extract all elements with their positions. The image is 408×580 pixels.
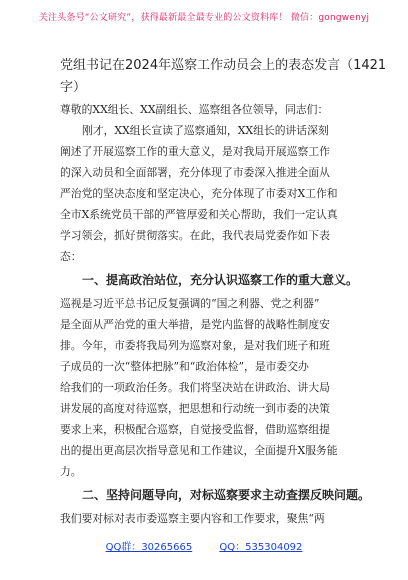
text-line: 我们要对标对表市委巡察主要内容和工作要求，聚焦“两 [60, 512, 325, 525]
text-line: 全市X系统党员干部的严管厚爱和关心帮助，我们一定认真 [60, 208, 338, 221]
document-body [60, 55, 387, 529]
qq-group-link[interactable]: QQ群：30265665 [105, 542, 193, 553]
section-heading-1: 一、提高政治站位，充分认识巡察工作的重大意义。 [82, 273, 359, 287]
text-line: 态： [60, 250, 82, 263]
text-line: 排。今年，市委将我局列为巡察对象，是对我们班子和班 [60, 339, 330, 352]
salutation: 尊敬的XX组长、XX副组长、巡察组各位领导，同志们： [60, 103, 329, 116]
text-line: 是全面从严治党的重大举措，是党内监督的战略性制度安 [60, 318, 330, 331]
text-line: 出的提出更高层次指导意见和工作建议，全面提升X服务能 [60, 444, 338, 457]
text-line: 刚才，XX组长宣读了巡察通知，XX组长的讲话深刻 [82, 124, 329, 137]
text-line: 子成员的一次“整体把脉”和“政治体检”，是市委交办 [60, 360, 309, 373]
qq-contact-link[interactable]: QQ：535304092 [219, 542, 303, 553]
text-line: 学习领会，抓好贯彻落实。在此，我代表局党委作如下表 [60, 229, 330, 242]
title-line: 字） [60, 80, 87, 95]
document-title [60, 55, 387, 99]
section-1-paragraph [60, 293, 350, 482]
section-2-paragraph [60, 508, 350, 529]
footer-contacts [0, 538, 408, 553]
text-line: 给我们的一项政治任务。我们将坚决站在讲政治、讲大局 [60, 381, 330, 394]
text-line: 阐述了开展巡察工作的重大意义，是对我局开展巡察工作 [60, 145, 330, 158]
intro-paragraph [60, 120, 350, 267]
text-line: 讲发展的高度对待巡察，把思想和行动统一到市委的决策 [60, 402, 330, 415]
text-line: 严治党的坚决态度和坚定决心，充分体现了市委对X工作和 [60, 187, 338, 200]
text-line: 的深入动员和全面部署，充分体现了市委深入推进全面从 [60, 166, 330, 179]
text-line: 巡视是习近平总书记反复强调的“国之利器、党之利器” [60, 297, 320, 310]
title-line: 党组书记在2024年巡察工作动员会上的表态发言（1421 [60, 58, 387, 73]
text-line: 要求上来，积极配合巡察，自觉接受监督，借助巡察组提 [60, 423, 330, 436]
section-heading-2: 二、坚持问题导向，对标巡察要求主动查摆反映问题。 [82, 488, 371, 502]
header-banner: 关注头条号“公文研究”，获得最新最全最专业的公文资料库！ 微信：gongwenyj [38, 13, 370, 23]
text-line: 力。 [60, 465, 82, 478]
